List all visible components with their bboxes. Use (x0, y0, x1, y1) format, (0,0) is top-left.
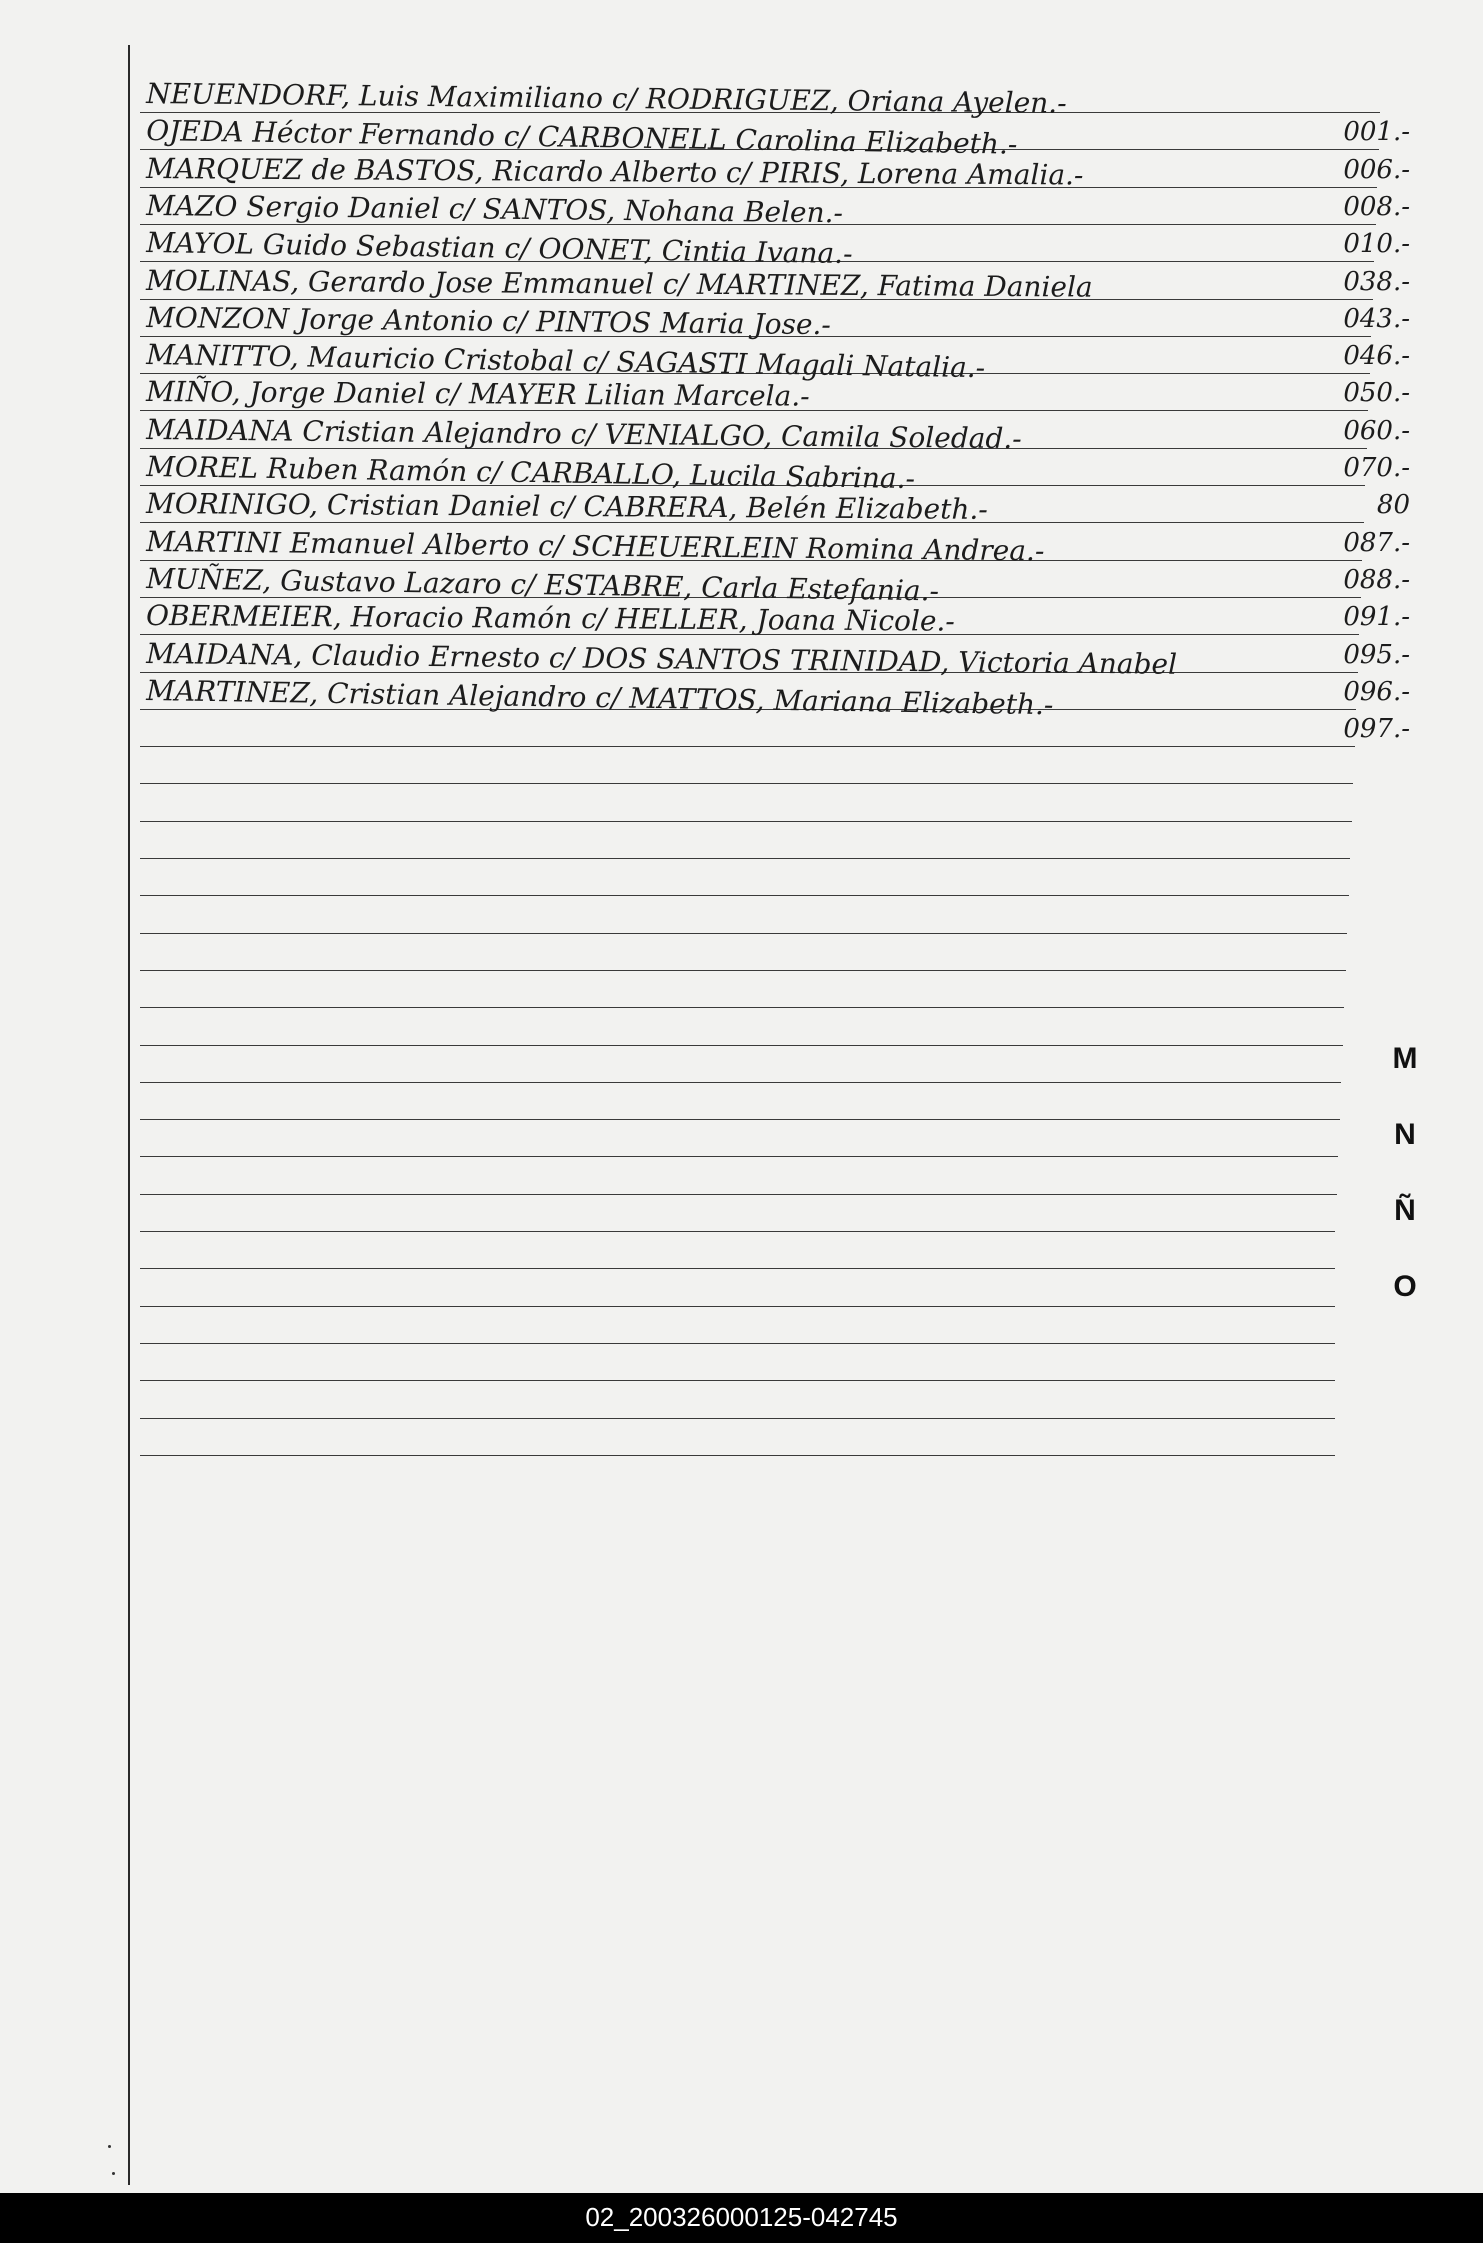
ledger-entry (140, 298, 1410, 341)
entry-names: OJEDA Héctor Fernando c/ CARBONELL Carolina Elizabeth.- (146, 114, 1018, 161)
ledger-entry (140, 671, 1410, 722)
ledger-entry (140, 111, 1410, 161)
entry-number: 006.- (1343, 154, 1410, 185)
ledger-entry (140, 447, 1410, 496)
entry-number: 095.- (1343, 639, 1410, 670)
entry-names: MOLINAS, Gerardo Jose Emmanuel c/ MARTINEZ, Fatima Daniela (146, 263, 1093, 304)
ledger-entry (140, 74, 1410, 120)
section-index (1380, 1042, 1430, 1346)
paper-speck (108, 2145, 111, 2148)
entry-number: 001.- (1343, 117, 1410, 148)
entry-names: MONZON Jorge Antonio c/ PINTOS Maria Jose.- (146, 300, 832, 341)
section-letter-m: M (1392, 1042, 1418, 1075)
ledger-entry (140, 223, 1410, 271)
entry-number: 087.- (1343, 527, 1410, 558)
entry-number: 046.- (1343, 341, 1410, 372)
entry-names: MARTINI Emanuel Alberto c/ SCHEUERLEIN Romina Andrea.- (146, 524, 1045, 568)
entry-names: MANITTO, Mauricio Cristobal c/ SAGASTI Magali Natalia.- (146, 338, 986, 385)
entry-number: 088.- (1343, 564, 1410, 595)
ledger-entry (140, 634, 1410, 681)
entry-number: 043.- (1343, 303, 1410, 334)
ledger-entry (140, 596, 1410, 638)
entry-names: MAZO Sergio Daniel c/ SANTOS, Nohana Belen.- (146, 188, 844, 230)
section-letter-n: N (1394, 1118, 1416, 1151)
entry-names: MUÑEZ, Gustavo Lazaro c/ ESTABRE, Carla Estefania.- (146, 561, 940, 608)
entry-number: 070.- (1343, 453, 1410, 483)
entry-number: 038.- (1343, 266, 1410, 297)
entry-names: MOREL Ruben Ramón c/ CARBALLO, Lucila Sabrina.- (146, 450, 916, 496)
entry-number: 008.- (1343, 191, 1410, 222)
ledger-entry (140, 410, 1410, 455)
entry-names: OBERMEIER, Horacio Ramón c/ HELLER, Joana Nicole.- (146, 599, 955, 638)
entry-number: 060.- (1343, 415, 1410, 446)
ledger-entry (140, 559, 1410, 608)
ledger-entry (140, 149, 1410, 192)
section-letter-enie: Ñ (1394, 1194, 1416, 1227)
entry-names: MAYOL Guido Sebastian c/ OONET, Cintia Ivana.- (146, 226, 853, 271)
entry-names: MAIDANA Cristian Alejandro c/ VENIALGO, Camila Soledad.- (146, 412, 1022, 455)
entry-number: 80 (1376, 490, 1410, 521)
entry-number: 010.- (1343, 229, 1410, 260)
scan-footer (0, 2193, 1483, 2243)
entry-number: 097.- (1343, 714, 1410, 745)
paper-speck (112, 2172, 115, 2175)
entry-number: 096.- (1343, 676, 1410, 707)
entry-number: 050.- (1343, 378, 1410, 409)
entry-names: MARQUEZ de BASTOS, Ricardo Alberto c/ PIRIS, Lorena Amalia.- (146, 151, 1084, 192)
ledger-entry (140, 186, 1410, 230)
ledger-entry (140, 708, 1410, 746)
entry-names: MIÑO, Jorge Daniel c/ MAYER Lilian Marcela.- (146, 375, 810, 414)
section-letter-o: O (1393, 1270, 1417, 1303)
ledger-entry (140, 372, 1410, 414)
entry-names: MARTINEZ, Cristian Alejandro c/ MATTOS, Mariana Elizabeth.- (146, 673, 1054, 722)
entry-number: 091.- (1343, 602, 1410, 633)
entry-names: MORINIGO, Cristian Daniel c/ CABRERA, Belén Elizabeth.- (146, 487, 988, 527)
entry-names: NEUENDORF, Luis Maximiliano c/ RODRIGUEZ, Oriana Ayelen.- (146, 77, 1067, 120)
ledger-entry (140, 335, 1410, 385)
document-id: 02_200326000125-042745 (585, 2202, 898, 2232)
ledger-entry (140, 484, 1410, 527)
ledger-entry (140, 261, 1410, 304)
entry-names: MAIDANA, Claudio Ernesto c/ DOS SANTOS TRINIDAD, Victoria Anabel (146, 636, 1178, 681)
ledger-entry (140, 522, 1410, 568)
